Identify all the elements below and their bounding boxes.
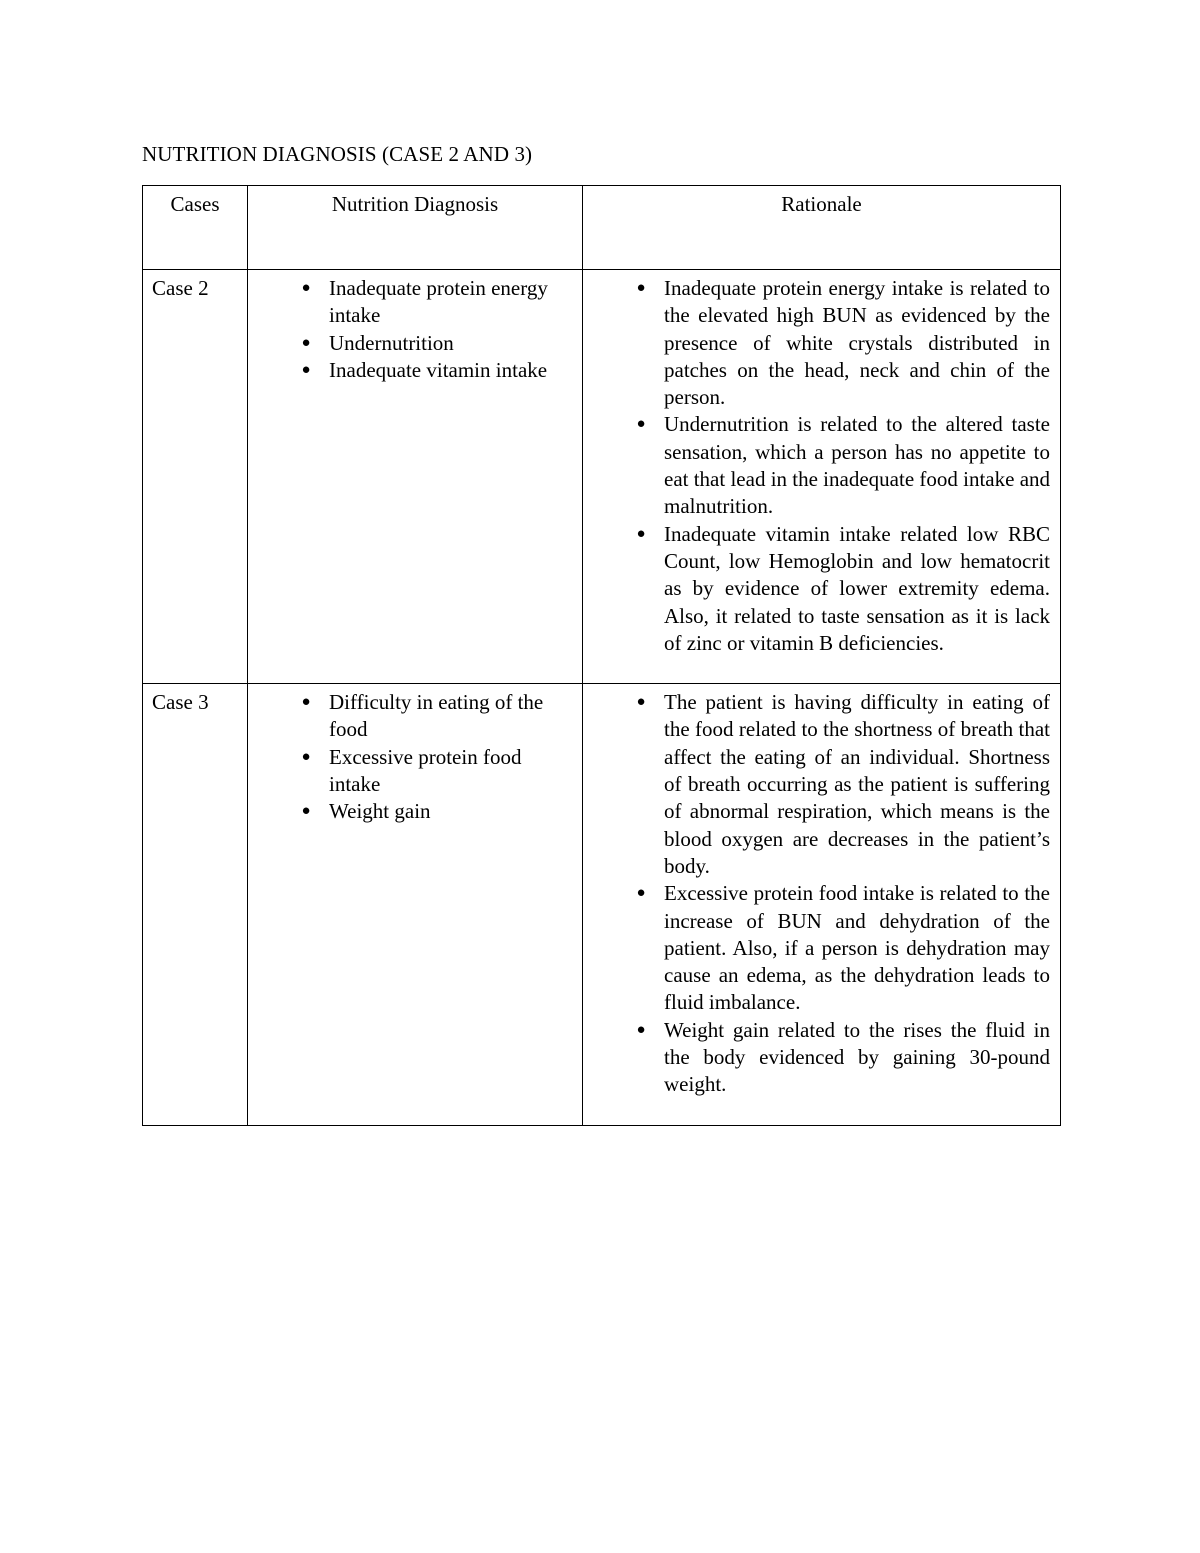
rationale-text: Weight gain related to the rises the fluid in the body evidenced by gaining 30-pound weight. bbox=[664, 1017, 1050, 1097]
list-item bbox=[248, 357, 572, 384]
diagnosis-list bbox=[248, 684, 582, 851]
rationale-cell bbox=[583, 684, 1061, 1125]
bullet-icon: ● bbox=[301, 694, 311, 711]
case-cell bbox=[143, 684, 248, 1125]
bullet-icon: ● bbox=[636, 416, 646, 433]
diagnosis-text: Weight gain bbox=[329, 799, 431, 824]
bullet-icon: ● bbox=[636, 280, 646, 296]
list-item bbox=[583, 1017, 1050, 1099]
bullet-icon: ● bbox=[636, 1021, 646, 1038]
case-label: Case 3 bbox=[152, 690, 209, 715]
list-item bbox=[583, 411, 1050, 520]
rationale-text: Excessive protein food intake is related to the increase of BUN and dehydration of the patient. Also, if a person is dehydration may cause an edema, as the dehydration leads to fluid imbalance. bbox=[664, 881, 1050, 1015]
bullet-icon: ● bbox=[301, 803, 311, 820]
diagnosis-cell bbox=[248, 684, 583, 1125]
list-item bbox=[248, 744, 572, 799]
bullet-icon: ● bbox=[301, 334, 311, 351]
case-cell bbox=[143, 270, 248, 684]
list-item bbox=[583, 880, 1050, 1016]
rationale-text: Inadequate protein energy intake is related to the elevated high BUN as evidenced by the presence of white crystals distributed in patches on the head, neck and chin of the person. bbox=[664, 276, 1050, 410]
bullet-icon: ● bbox=[301, 748, 311, 765]
diagnosis-cell bbox=[248, 270, 583, 684]
rationale-list bbox=[583, 684, 1060, 1124]
bullet-icon: ● bbox=[301, 280, 311, 296]
rationale-text: The patient is having difficulty in eating of the food related to the shortness of breath that affect the eating of an individual. Shortness of breath occurring as the patient is suffering of abnormal respiration, which means is the blood oxygen are decreases in the patient’s body. bbox=[664, 690, 1050, 878]
list-item bbox=[248, 275, 572, 330]
rationale-list bbox=[583, 270, 1060, 683]
bullet-icon: ● bbox=[301, 361, 311, 378]
list-item bbox=[248, 330, 572, 357]
rationale-text: Undernutrition is related to the altered taste sensation, which a person has no appetite to eat that lead in the inadequate food intake and malnutrition. bbox=[664, 412, 1051, 519]
diagnosis-list bbox=[248, 270, 582, 410]
column-header-cases: Cases bbox=[143, 186, 248, 270]
diagnosis-text: Difficulty in eating of the food bbox=[329, 690, 544, 742]
list-item bbox=[248, 689, 572, 744]
case-label: Case 2 bbox=[152, 276, 209, 300]
nutrition-diagnosis-table bbox=[142, 185, 1061, 1126]
page-title: NUTRITION DIAGNOSIS (CASE 2 AND 3) bbox=[142, 142, 533, 166]
diagnosis-text: Undernutrition bbox=[329, 330, 454, 355]
table-header-row bbox=[143, 186, 1061, 270]
diagnosis-text: Excessive protein food intake bbox=[329, 744, 522, 797]
list-item bbox=[583, 521, 1050, 657]
column-header-rationale: Rationale bbox=[583, 186, 1061, 270]
column-header-nutrition-diagnosis: Nutrition Diagnosis bbox=[248, 186, 583, 270]
table-row-case-3 bbox=[143, 684, 1061, 1125]
rationale-text: Inadequate vitamin intake related low RBC Count, low Hemoglobin and low hematocrit as by evidence of lower extremity edema. Also, it related to taste sensation as it is lack of zinc or vitamin B deficiencies. bbox=[664, 521, 1050, 655]
table-row-case-2 bbox=[143, 270, 1061, 684]
bullet-icon: ● bbox=[636, 694, 646, 711]
list-item bbox=[583, 275, 1050, 411]
diagnosis-text: Inadequate vitamin intake bbox=[329, 357, 548, 382]
rationale-cell bbox=[583, 270, 1061, 684]
diagnosis-text: Inadequate protein energy intake bbox=[329, 276, 548, 328]
list-item bbox=[583, 689, 1050, 880]
bullet-icon: ● bbox=[636, 885, 646, 902]
bullet-icon: ● bbox=[636, 525, 646, 542]
list-item bbox=[248, 798, 572, 825]
